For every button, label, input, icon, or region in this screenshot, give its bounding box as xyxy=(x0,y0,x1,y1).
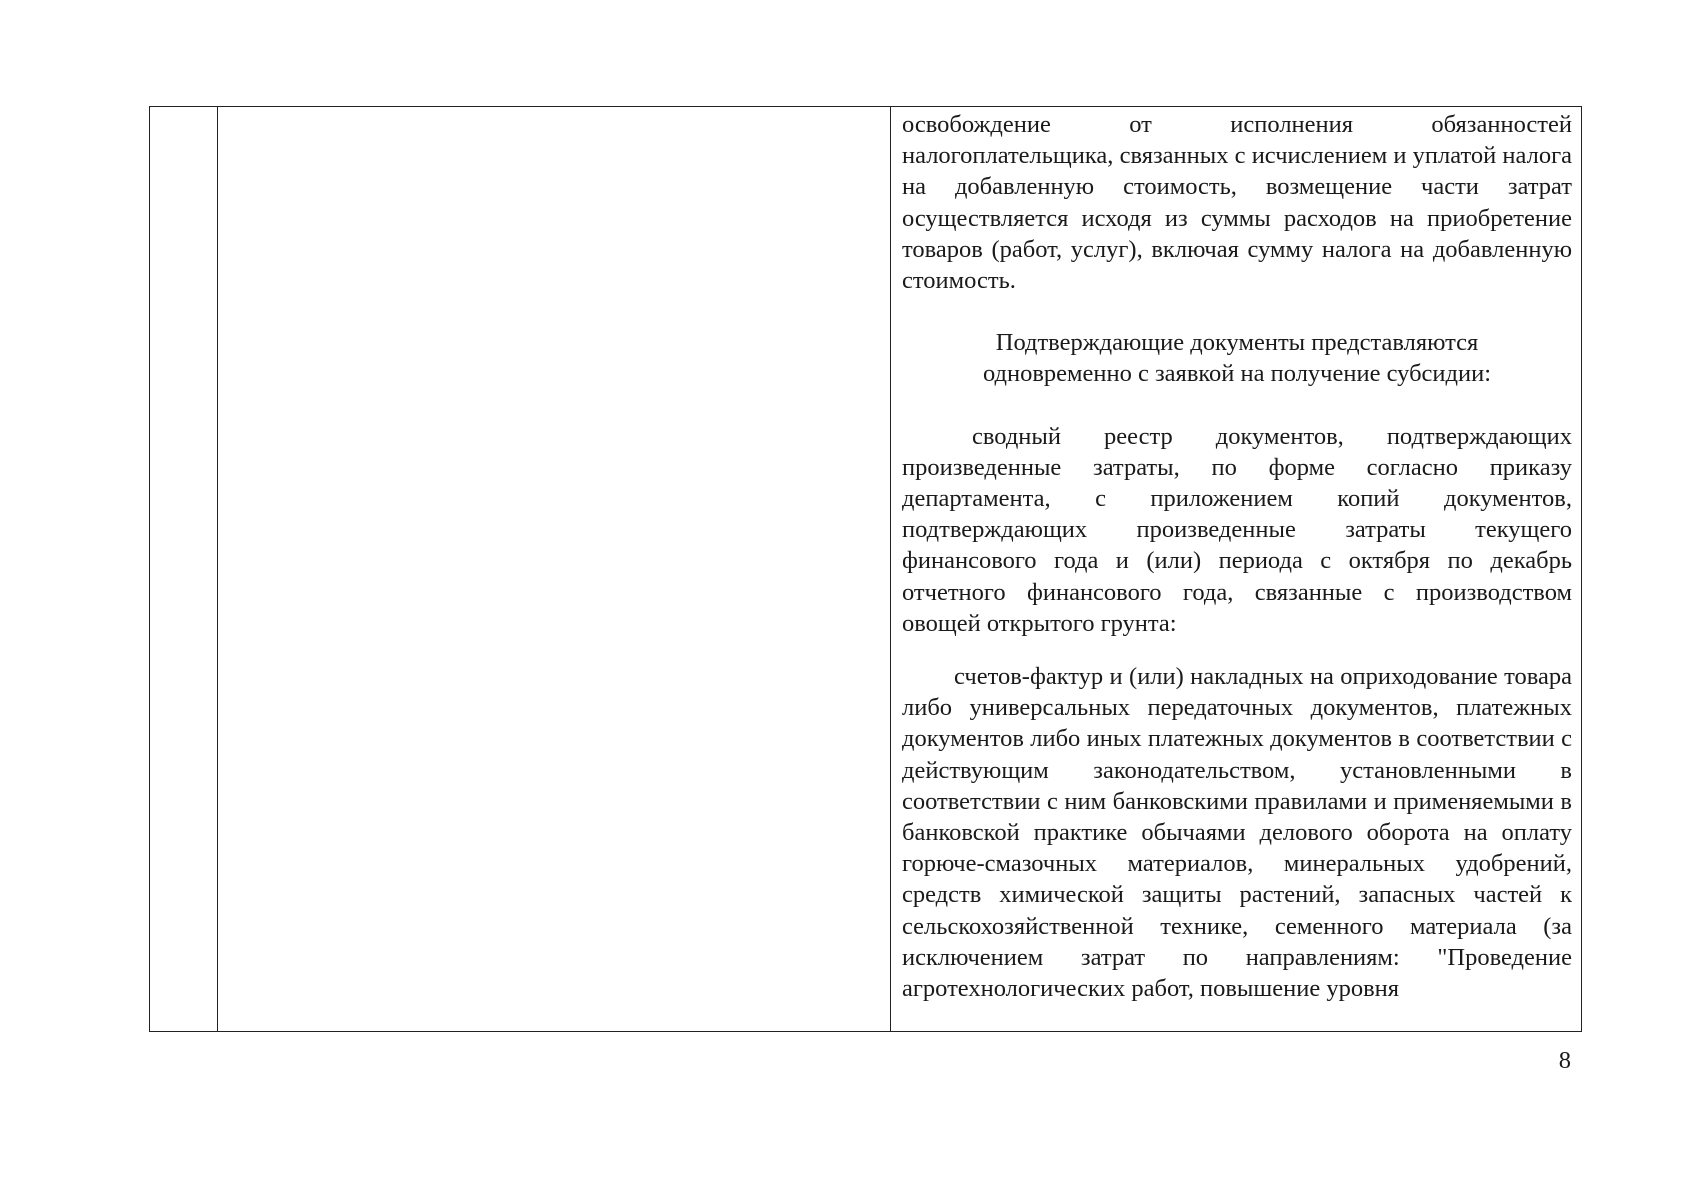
table-content-cell xyxy=(902,109,1572,1031)
paragraph-vat-exemption: освобождение от исполнения обязанностей налогоплательщика, связанных с исчислением и уплатой налога на добавленную стоимость, возмещение части затрат осуществляется исходя из суммы расходов на приобретение товаров (работ, услуг), включая сумму налога на добавленную стоимость. xyxy=(902,111,1572,295)
table-column-divider xyxy=(890,107,891,1031)
heading-line: одновременно с заявкой на получение субсидии: xyxy=(982,360,1492,388)
paragraph-summary-registry: сводный реестр документов, подтверждающих произведенные затраты, по форме согласно приказу департамента, с приложением копий документов, подтверждающих произведенные затраты текущего финансового года и (или) периода с октября по декабрь отчетного финансового года, связанные с производством овощей открытого грунта: xyxy=(902,422,1572,637)
page-number: 8 xyxy=(1558,1047,1571,1074)
paragraph-invoices: счетов-фактур и (или) накладных на оприходование товара либо универсальных передаточных документов, платежных документов либо иных платежных документов в соответствии с действующим законодательством, установленными в соответствии с ним банковскими правилами и применяемыми в банковской практике обычаями делового оборота на оплату горюче-смазочных материалов, минеральных удобрений, средств химической защиты растений, запасных частей к сельскохозяйственной технике, семенного материала (за исключением затрат по направлениям: "Проведение агротехнологических работ, повышение уровня xyxy=(902,663,1572,1003)
heading-line: Подтверждающие документы представляются xyxy=(995,329,1479,357)
table-column-divider xyxy=(217,107,218,1031)
document-table xyxy=(149,106,1582,1032)
supporting-documents-heading xyxy=(902,327,1572,389)
